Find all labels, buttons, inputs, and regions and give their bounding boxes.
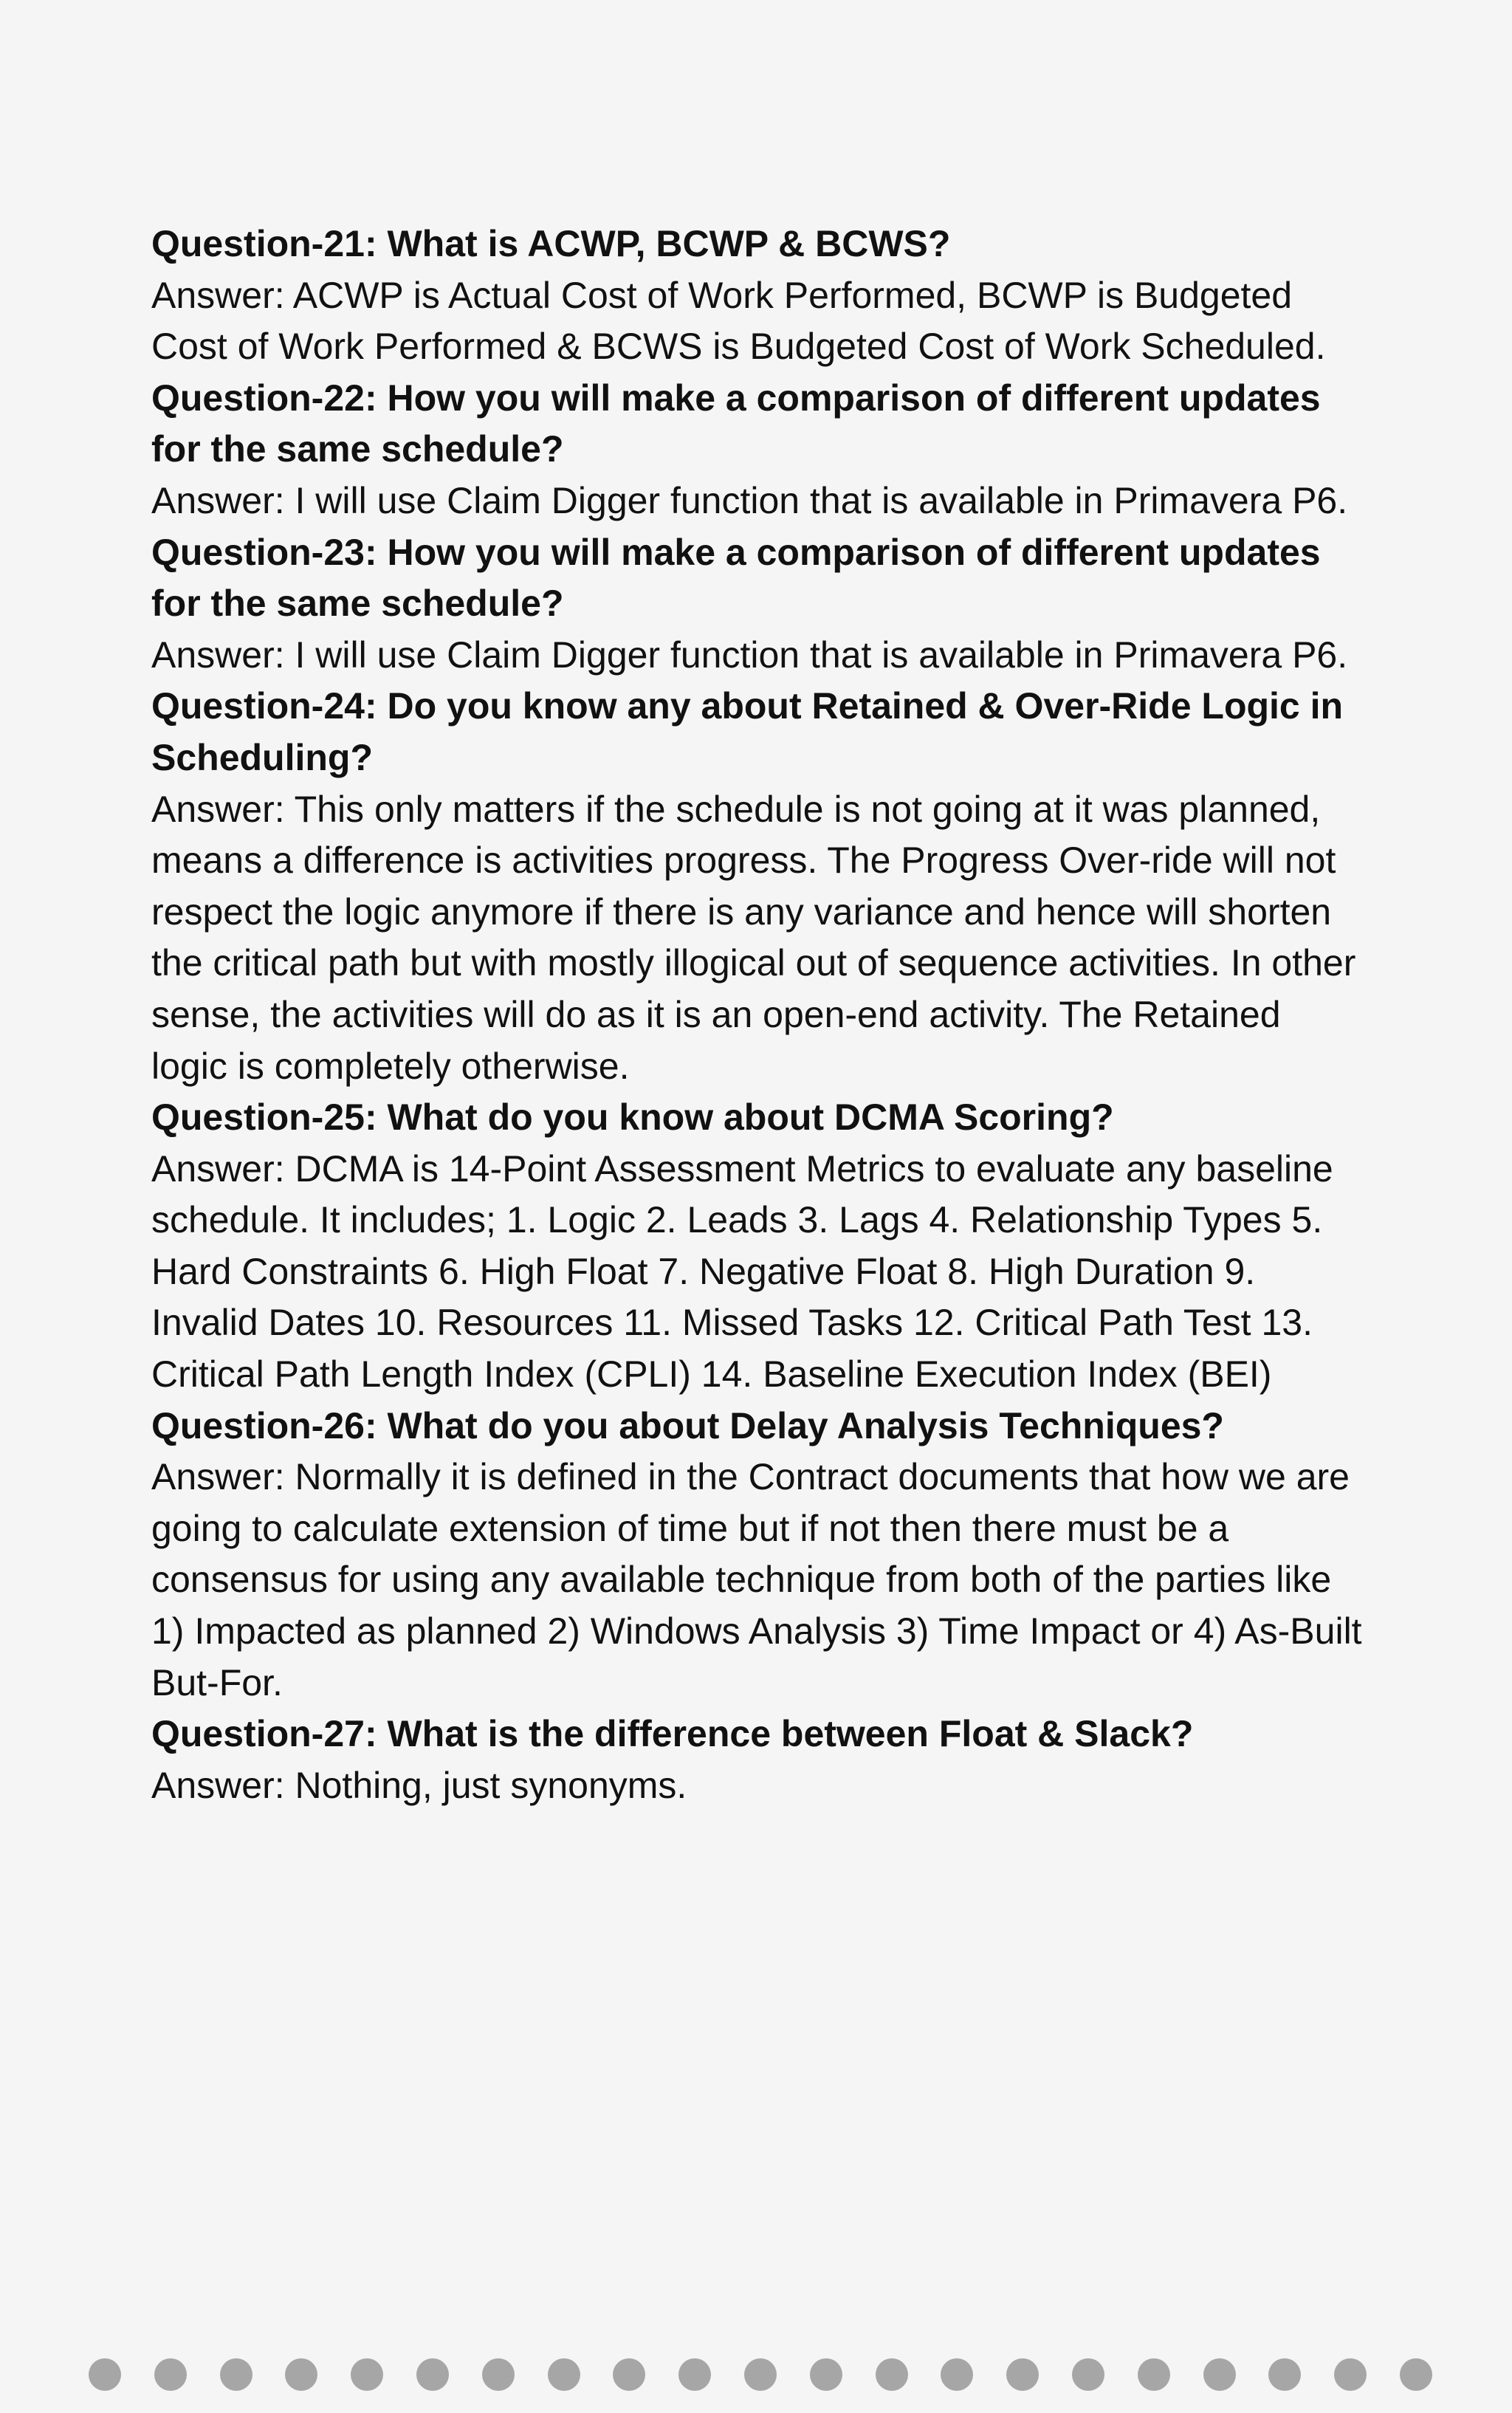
page-dot	[876, 2358, 908, 2391]
page-dot	[1268, 2358, 1301, 2391]
page-dot	[1006, 2358, 1039, 2391]
qa-item-27	[151, 1709, 1362, 1811]
question-21: Question-21: What is ACWP, BCWP & BCWS?	[151, 223, 951, 264]
answer-25: Answer: DCMA is 14-Point Assessment Metrics to evaluate any baseline schedule. It includes; 1. Logic 2. Leads 3. Lags 4. Relationship Types 5. Hard Constraints 6. High Float 7. Negative Float 8. High Duration 9. Invalid Dates 10. Resources 11. Missed Tasks 12. Critical Path Test 13. Critical Path Length Index (CPLI) 14. Baseline Execution Index (BEI)	[151, 1147, 1333, 1396]
page-dot	[416, 2358, 449, 2391]
question-27: Question-27: What is the difference between Float & Slack?	[151, 1713, 1194, 1755]
qa-list	[151, 219, 1362, 1811]
answer-23: Answer: I will use Claim Digger function that is available in Primavera P6.	[151, 634, 1348, 676]
page-dot	[1203, 2358, 1236, 2391]
qa-item-22	[151, 373, 1362, 527]
question-23: Question-23: How you will make a comparison of different updates for the same schedule?	[151, 531, 1321, 625]
page-dot	[941, 2358, 973, 2391]
page-dot	[89, 2358, 121, 2391]
page-dot	[1400, 2358, 1432, 2391]
qa-item-24	[151, 681, 1362, 1092]
page-dot	[1072, 2358, 1104, 2391]
page-dot	[744, 2358, 777, 2391]
page-dot	[613, 2358, 645, 2391]
page-dot	[351, 2358, 383, 2391]
page-dot	[220, 2358, 252, 2391]
page-dot	[1334, 2358, 1367, 2391]
question-24: Question-24: Do you know any about Retained & Over-Ride Logic in Scheduling?	[151, 685, 1344, 778]
page-dot	[154, 2358, 187, 2391]
question-26: Question-26: What do you about Delay Analysis Techniques?	[151, 1404, 1224, 1446]
question-25: Question-25: What do you know about DCMA Scoring?	[151, 1096, 1114, 1139]
question-22: Question-22: How you will make a comparison of different updates for the same schedule?	[151, 377, 1321, 470]
page-dot	[285, 2358, 317, 2391]
page-dot	[810, 2358, 842, 2391]
answer-27: Answer: Nothing, just synonyms.	[151, 1764, 687, 1806]
page-dot	[548, 2358, 580, 2391]
answer-26: Answer: Normally it is defined in the Contract documents that how we are going to calculate extension of time but if not then there must be a consensus for using any available technique from both of the parties like 1) Impacted as planned 2) Windows Analysis 3) Time Impact or 4) As-Built But-For.	[151, 1456, 1362, 1703]
page-dot	[482, 2358, 515, 2391]
page-dot	[678, 2358, 711, 2391]
page-dots	[89, 2358, 1432, 2391]
page-dot	[1138, 2358, 1170, 2391]
qa-item-21	[151, 219, 1362, 373]
answer-22: Answer: I will use Claim Digger function that is available in Primavera P6.	[151, 479, 1348, 521]
qa-item-23	[151, 527, 1362, 682]
answer-21: Answer: ACWP is Actual Cost of Work Performed, BCWP is Budgeted Cost of Work Performed & BCWS is Budgeted Cost of Work Scheduled.	[151, 274, 1326, 368]
answer-24: Answer: This only matters if the schedule is not going at it was planned, means a difference is activities progress. The Progress Over-ride will not respect the logic anymore if there is any variance and hence will shorten the critical path but with mostly illogical out of sequence activities. In other sense, the activities will do as it is an open-end activity. The Retained logic is completely otherwise.	[151, 788, 1356, 1087]
qa-item-25	[151, 1092, 1362, 1401]
qa-item-26	[151, 1401, 1362, 1709]
